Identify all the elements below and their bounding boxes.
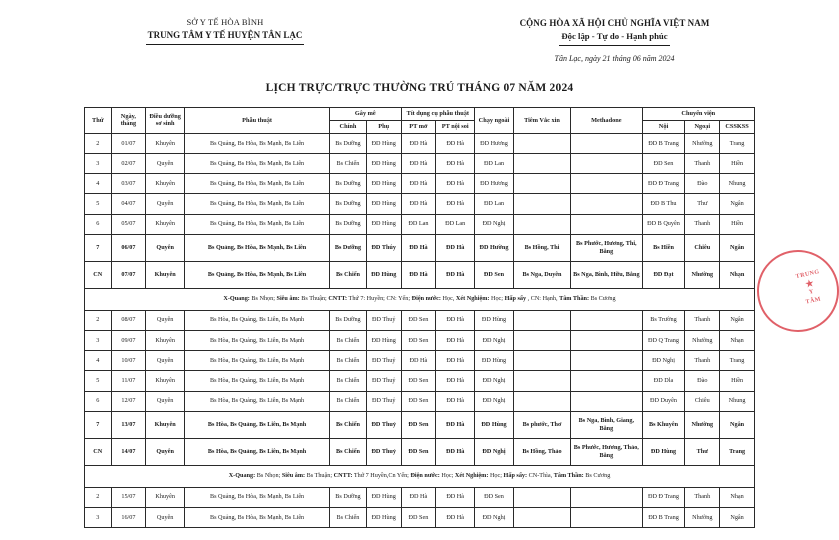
cell-gay-me-chinh: Bs Chiến	[330, 351, 367, 371]
cell-phau-thuat: Bs Quảng, Bs Hòa, Bs Mạnh, Bs Liên	[185, 234, 330, 261]
cell-chay-ngoai: ĐD Lan	[475, 154, 514, 174]
cell-chuyen-vien-noi: Bs Khuyên	[642, 411, 685, 438]
cell-pt-noi-soi: ĐD Hà	[436, 154, 475, 174]
cell-thu: 4	[85, 174, 112, 194]
cell-chuyen-vien-cssksS: Ngân	[720, 194, 755, 214]
cell-chay-ngoai: ĐD Hương	[475, 174, 514, 194]
cell-gay-me-phu: ĐD Hùng	[366, 214, 401, 234]
cell-chay-ngoai: ĐD Sen	[475, 261, 514, 288]
header-gay-me: Gây mê	[330, 108, 401, 121]
cell-methadone	[571, 310, 642, 330]
cell-chuyen-vien-ngoai: Thanh	[685, 154, 720, 174]
stamp-star-icon: ★	[804, 277, 815, 290]
document-header	[0, 0, 839, 66]
cell-methadone	[571, 391, 642, 411]
cell-pt-mo: ĐD Hà	[401, 154, 436, 174]
cell-chay-ngoai: ĐD Nghị	[475, 330, 514, 350]
header-pt-mo: PT mở	[401, 120, 436, 133]
cell-pt-noi-soi: ĐD Hà	[436, 487, 475, 507]
cell-chay-ngoai: ĐD Hường	[475, 234, 514, 261]
cell-gay-me-phu: ĐD Hùng	[366, 487, 401, 507]
cell-chuyen-vien-ngoai: Đào	[685, 371, 720, 391]
department-name: SỞ Y TẾ HÒA BÌNH	[186, 17, 264, 27]
cell-pt-noi-soi: ĐD Hà	[436, 133, 475, 153]
cell-chay-ngoai: ĐD Nghị	[475, 438, 514, 465]
cell-ngay-thang: 04/07	[111, 194, 146, 214]
cell-thu: 5	[85, 371, 112, 391]
table-row[interactable]	[85, 214, 755, 234]
header-methadone: Methadone	[571, 108, 642, 134]
cell-pt-mo: ĐD Hà	[401, 261, 436, 288]
cell-chuyen-vien-ngoai: Nhường	[685, 261, 720, 288]
document-title: LỊCH TRỰC/TRỰC THƯỜNG TRÚ THÁNG 07 NĂM 2024	[265, 82, 574, 95]
cell-pt-mo: ĐD Sen	[401, 371, 436, 391]
cell-pt-mo: ĐD Hà	[401, 133, 436, 153]
cell-pt-noi-soi: ĐD Hà	[436, 310, 475, 330]
cell-chuyen-vien-noi: ĐD Đ Trang	[642, 174, 685, 194]
cell-tiem-vac-xin: Bs Hồng, Thi	[513, 234, 570, 261]
cell-gay-me-chinh: Bs Chiến	[330, 507, 367, 527]
cell-dieu-duong: Khuyên	[146, 174, 185, 194]
table-row[interactable]	[85, 411, 755, 438]
cell-dieu-duong: Quyên	[146, 154, 185, 174]
cell-gay-me-phu: ĐD Hùng	[366, 133, 401, 153]
duty-schedule-table	[84, 107, 755, 528]
cell-chuyen-vien-noi: Bs Trường	[642, 310, 685, 330]
cell-chay-ngoai: ĐD Nghị	[475, 214, 514, 234]
cell-phau-thuat: Bs Quảng, Bs Hòa, Bs Mạnh, Bs Liên	[185, 194, 330, 214]
cell-pt-mo: ĐD Sen	[401, 438, 436, 465]
cell-methadone	[571, 487, 642, 507]
header-gay-me-chinh: Chính	[330, 120, 367, 133]
cell-ngay-thang: 02/07	[111, 154, 146, 174]
cell-gay-me-chinh: Bs Chiến	[330, 411, 367, 438]
cell-chuyen-vien-noi: ĐD B Trang	[642, 507, 685, 527]
cell-chuyen-vien-cssksS: Ngân	[720, 310, 755, 330]
cell-chuyen-vien-ngoai: Thanh	[685, 214, 720, 234]
cell-gay-me-phu: ĐD Hùng	[366, 507, 401, 527]
cell-pt-mo: ĐD Sen	[401, 507, 436, 527]
cell-chuyen-vien-cssksS: Ngân	[720, 234, 755, 261]
cell-thu: 6	[85, 391, 112, 411]
cell-pt-noi-soi: ĐD Hà	[436, 507, 475, 527]
cell-gay-me-chinh: Bs Chiến	[330, 261, 367, 288]
header-chuyen-vien-noi: Nội	[642, 120, 685, 133]
cell-chuyen-vien-ngoai: Nhường	[685, 411, 720, 438]
cell-phau-thuat: Bs Hòa, Bs Quảng, Bs Liên, Bs Mạnh	[185, 391, 330, 411]
cell-ngay-thang: 10/07	[111, 351, 146, 371]
separator-row	[85, 465, 755, 487]
cell-tiem-vac-xin	[513, 194, 570, 214]
cell-phau-thuat: Bs Hòa, Bs Quảng, Bs Liên, Bs Mạnh	[185, 438, 330, 465]
cell-gay-me-chinh: Bs Chiến	[330, 438, 367, 465]
cell-chuyen-vien-ngoai: Đào	[685, 174, 720, 194]
cell-ngay-thang: 13/07	[111, 411, 146, 438]
table-row[interactable]	[85, 330, 755, 350]
cell-pt-mo: ĐD Sen	[401, 330, 436, 350]
cell-gay-me-chinh: Bs Chiến	[330, 330, 367, 350]
cell-chuyen-vien-noi: ĐD Đạt	[642, 261, 685, 288]
cell-dieu-duong: Khuyên	[146, 371, 185, 391]
cell-pt-mo: ĐD Hà	[401, 351, 436, 371]
cell-chay-ngoai: ĐD Nghị	[475, 391, 514, 411]
cell-phau-thuat: Bs Quảng, Bs Hòa, Bs Mạnh, Bs Liên	[185, 261, 330, 288]
cell-dieu-duong: Khuyên	[146, 214, 185, 234]
cell-chay-ngoai: ĐD Sen	[475, 487, 514, 507]
cell-tiem-vac-xin	[513, 310, 570, 330]
cell-chuyen-vien-cssksS: Nhạn	[720, 261, 755, 288]
cell-gay-me-phu: ĐD Thuỷ	[366, 438, 401, 465]
cell-phau-thuat: Bs Hòa, Bs Quảng, Bs Liên, Bs Mạnh	[185, 371, 330, 391]
cell-chuyen-vien-cssksS: Nhạn	[720, 330, 755, 350]
cell-ngay-thang: 12/07	[111, 391, 146, 411]
cell-methadone	[571, 214, 642, 234]
cell-gay-me-chinh: Bs Dưỡng	[330, 487, 367, 507]
cell-tiem-vac-xin	[513, 487, 570, 507]
cell-tiem-vac-xin	[513, 330, 570, 350]
table-header	[85, 108, 755, 134]
cell-pt-noi-soi: ĐD Hà	[436, 234, 475, 261]
cell-thu: CN	[85, 438, 112, 465]
cell-tiem-vac-xin	[513, 174, 570, 194]
header-chuyen-vien-ngoai: Ngoại	[685, 120, 720, 133]
cell-gay-me-phu: ĐD Thuỷ	[366, 391, 401, 411]
cell-tiem-vac-xin	[513, 133, 570, 153]
cell-pt-noi-soi: ĐD Hà	[436, 371, 475, 391]
cell-thu: 3	[85, 507, 112, 527]
cell-dieu-duong: Khuyên	[146, 133, 185, 153]
cell-methadone	[571, 507, 642, 527]
cell-chuyen-vien-cssksS: Hiền	[720, 214, 755, 234]
center-name: TRUNG TÂM Y TẾ HUYỆN TÂN LẠC	[146, 29, 305, 45]
header-thu: Thứ	[85, 108, 112, 134]
cell-pt-mo: ĐD Hà	[401, 194, 436, 214]
cell-chuyen-vien-cssksS: Hiền	[720, 154, 755, 174]
cell-chay-ngoai: ĐD Hùng	[475, 351, 514, 371]
cell-chuyen-vien-ngoai: Thanh	[685, 351, 720, 371]
cell-gay-me-chinh: Bs Chiến	[330, 391, 367, 411]
header-row-primary	[85, 108, 755, 121]
cell-methadone: Bs Phước, Hương, Thi, Bằng	[571, 234, 642, 261]
cell-ngay-thang: 16/07	[111, 507, 146, 527]
cell-chuyen-vien-cssksS: Nhung	[720, 174, 755, 194]
cell-gay-me-phu: ĐD Thuỷ	[366, 371, 401, 391]
cell-ngay-thang: 01/07	[111, 133, 146, 153]
stamp-line-2: Y	[808, 288, 815, 296]
cell-chuyen-vien-noi: ĐD Đ Trang	[642, 487, 685, 507]
cell-dieu-duong: Khuyên	[146, 330, 185, 350]
cell-methadone	[571, 194, 642, 214]
header-phau-thuat: Phẫu thuật	[185, 108, 330, 134]
table-row[interactable]	[85, 391, 755, 411]
table-row[interactable]	[85, 174, 755, 194]
cell-chuyen-vien-ngoai: Nhường	[685, 133, 720, 153]
cell-gay-me-phu: ĐD Thuỷ	[366, 351, 401, 371]
cell-gay-me-chinh: Bs Chiến	[330, 154, 367, 174]
cell-ngay-thang: 08/07	[111, 310, 146, 330]
cell-pt-noi-soi: ĐD Hà	[436, 351, 475, 371]
cell-chuyen-vien-cssksS: Ngân	[720, 411, 755, 438]
cell-dieu-duong: Quyên	[146, 194, 185, 214]
cell-thu: 5	[85, 194, 112, 214]
cell-chay-ngoai: ĐD Hương	[475, 133, 514, 153]
cell-methadone: Bs Phước, Hương, Thảo, Bằng	[571, 438, 642, 465]
cell-thu: 6	[85, 214, 112, 234]
cell-chuyen-vien-cssksS: Nhạn	[720, 487, 755, 507]
cell-tiem-vac-xin: Bs Hồng, Thảo	[513, 438, 570, 465]
cell-chuyen-vien-noi: ĐD Dla	[642, 371, 685, 391]
cell-chay-ngoai: ĐD Nghị	[475, 371, 514, 391]
cell-gay-me-chinh: Bs Dưỡng	[330, 310, 367, 330]
table-row[interactable]	[85, 154, 755, 174]
header-chuyen-vien: Chuyển viện	[642, 108, 754, 121]
cell-chuyen-vien-ngoai: Nhường	[685, 330, 720, 350]
cell-chuyen-vien-cssksS: Trang	[720, 351, 755, 371]
cell-gay-me-phu: ĐD Thúy	[366, 234, 401, 261]
national-heading-block	[430, 16, 839, 66]
cell-dieu-duong: Quyên	[146, 507, 185, 527]
table-row[interactable]	[85, 438, 755, 465]
table-row[interactable]	[85, 507, 755, 527]
cell-phau-thuat: Bs Quảng, Bs Hòa, Bs Mạnh, Bs Liên	[185, 174, 330, 194]
cell-pt-mo: ĐD Lan	[401, 214, 436, 234]
cell-dieu-duong: Quyên	[146, 438, 185, 465]
cell-chuyen-vien-noi: Bs Hiền	[642, 234, 685, 261]
cell-chuyen-vien-noi: ĐD Nghị	[642, 351, 685, 371]
cell-gay-me-phu: ĐD Hùng	[366, 261, 401, 288]
header-tit-dung-cu: Tít dụng cụ phẫu thuật	[401, 108, 475, 121]
header-tiem-vac-xin: Tiêm Vắc xin	[513, 108, 570, 134]
schedule-table-wrapper	[0, 107, 839, 528]
cell-gay-me-phu: ĐD Hùng	[366, 174, 401, 194]
cell-chay-ngoai: ĐD Hùng	[475, 310, 514, 330]
header-ngay-thang: Ngày, tháng	[111, 108, 146, 134]
cell-chay-ngoai: ĐD Nghị	[475, 507, 514, 527]
cell-chuyen-vien-cssksS: Trang	[720, 133, 755, 153]
cell-chuyen-vien-cssksS: Trang	[720, 438, 755, 465]
cell-thu: 2	[85, 133, 112, 153]
cell-pt-mo: ĐD Sen	[401, 391, 436, 411]
cell-pt-noi-soi: ĐD Hà	[436, 261, 475, 288]
cell-ngay-thang: 07/07	[111, 261, 146, 288]
cell-phau-thuat: Bs Hòa, Bs Quảng, Bs Liên, Bs Mạnh	[185, 351, 330, 371]
cell-thu: 7	[85, 234, 112, 261]
cell-chuyen-vien-noi: ĐD Duyên	[642, 391, 685, 411]
cell-phau-thuat: Bs Hòa, Bs Quảng, Bs Liên, Bs Mạnh	[185, 330, 330, 350]
table-row[interactable]	[85, 133, 755, 153]
separator-text: X-Quang: Bs Nhọn; Siêu âm: Bs Thuận; CNTT: Thứ 7: Huyền; CN: Yến; Điện nước: Học, Xét Nghiệm: Học; Hấp sấy , CN: Hạnh, Tâm Thần: Bs Cương	[85, 288, 755, 310]
cell-chuyen-vien-noi: ĐD Hùng	[642, 438, 685, 465]
separator-text: X-Quang: Bs Nhọn; Siêu âm: Bs Thuận; CNTT: Thứ 7 Huyền,Cn Yến; Điện nước: Học; Xét Nghiệm: Học; Hấp sấy: CN-Thìa, Tâm Thần: Bs Cương	[85, 465, 755, 487]
cell-chuyen-vien-ngoai: Chiêu	[685, 391, 720, 411]
cell-pt-noi-soi: ĐD Hà	[436, 194, 475, 214]
cell-dieu-duong: Khuyên	[146, 487, 185, 507]
cell-tiem-vac-xin	[513, 507, 570, 527]
cell-pt-noi-soi: ĐD Hà	[436, 330, 475, 350]
cell-methadone: Bs Nga, Bình, Hữu, Bằng	[571, 261, 642, 288]
cell-chuyen-vien-ngoai: Nhường	[685, 507, 720, 527]
cell-thu: 4	[85, 351, 112, 371]
cell-thu: 7	[85, 411, 112, 438]
separator-row	[85, 288, 755, 310]
cell-gay-me-phu: ĐD Hùng	[366, 194, 401, 214]
table-row[interactable]	[85, 351, 755, 371]
cell-phau-thuat: Bs Hòa, Bs Quảng, Bs Liên, Bs Mạnh	[185, 310, 330, 330]
table-row[interactable]	[85, 194, 755, 214]
table-row[interactable]	[85, 234, 755, 261]
cell-pt-mo: ĐD Sen	[401, 411, 436, 438]
country-name: CỘNG HÒA XÃ HỘI CHỦ NGHĨA VIỆT NAM	[519, 18, 710, 28]
header-gay-me-phu: Phụ	[366, 120, 401, 133]
cell-pt-noi-soi: ĐD Hà	[436, 174, 475, 194]
cell-gay-me-phu: ĐD Thuỷ	[366, 411, 401, 438]
header-chuyen-vien-cssksS: CSSKSS	[720, 120, 755, 133]
cell-thu: CN	[85, 261, 112, 288]
table-row[interactable]	[85, 487, 755, 507]
cell-chuyen-vien-ngoai: Chiêu	[685, 234, 720, 261]
cell-tiem-vac-xin	[513, 154, 570, 174]
cell-chay-ngoai: ĐD Lan	[475, 194, 514, 214]
cell-gay-me-chinh: Bs Dưỡng	[330, 214, 367, 234]
cell-chuyen-vien-ngoai: Thanh	[685, 487, 720, 507]
organization-block	[0, 16, 430, 45]
cell-chuyen-vien-cssksS: Hiền	[720, 371, 755, 391]
cell-phau-thuat: Bs Quảng, Bs Hòa, Bs Mạnh, Bs Liên	[185, 507, 330, 527]
header-pt-noi-soi: PT nội soi	[436, 120, 475, 133]
cell-tiem-vac-xin	[513, 371, 570, 391]
cell-chuyen-vien-cssksS: Nhung	[720, 391, 755, 411]
cell-pt-noi-soi: ĐD Hà	[436, 438, 475, 465]
cell-ngay-thang: 09/07	[111, 330, 146, 350]
table-body	[85, 133, 755, 527]
cell-dieu-duong: Quyên	[146, 310, 185, 330]
header-chay-ngoai: Chạy ngoài	[475, 108, 514, 134]
cell-pt-mo: ĐD Hà	[401, 234, 436, 261]
cell-thu: 2	[85, 310, 112, 330]
cell-methadone	[571, 371, 642, 391]
cell-ngay-thang: 05/07	[111, 214, 146, 234]
cell-phau-thuat: Bs Hòa, Bs Quảng, Bs Liên, Bs Mạnh	[185, 411, 330, 438]
cell-ngay-thang: 06/07	[111, 234, 146, 261]
cell-methadone	[571, 174, 642, 194]
cell-gay-me-phu: ĐD Hùng	[366, 154, 401, 174]
cell-gay-me-phu: ĐD Hùng	[366, 330, 401, 350]
cell-tiem-vac-xin	[513, 391, 570, 411]
cell-tiem-vac-xin: Bs Nga, Duyên	[513, 261, 570, 288]
cell-methadone	[571, 330, 642, 350]
cell-gay-me-chinh: Bs Dưỡng	[330, 194, 367, 214]
cell-pt-noi-soi: ĐD Lan	[436, 214, 475, 234]
table-row[interactable]	[85, 371, 755, 391]
place-date-line: Tân Lạc, ngày 21 tháng 06 năm 2024	[554, 54, 675, 64]
stamp-line-3: TÂM	[805, 296, 822, 306]
cell-methadone	[571, 133, 642, 153]
cell-dieu-duong: Quyên	[146, 234, 185, 261]
cell-chay-ngoai: ĐD Hùng	[475, 411, 514, 438]
cell-phau-thuat: Bs Quảng, Bs Hòa, Bs Mạnh, Bs Liên	[185, 154, 330, 174]
cell-thu: 3	[85, 330, 112, 350]
cell-methadone: Bs Nga, Bình, Giang, Bằng	[571, 411, 642, 438]
cell-chuyen-vien-ngoai: Thanh	[685, 310, 720, 330]
table-row[interactable]	[85, 261, 755, 288]
cell-phau-thuat: Bs Quảng, Bs Hòa, Bs Mạnh, Bs Liên	[185, 487, 330, 507]
table-row[interactable]	[85, 310, 755, 330]
cell-dieu-duong: Quyên	[146, 351, 185, 371]
cell-chuyen-vien-noi: ĐD B Thu	[642, 194, 685, 214]
cell-phau-thuat: Bs Quảng, Bs Hòa, Bs Mạnh, Bs Liên	[185, 214, 330, 234]
cell-tiem-vac-xin	[513, 351, 570, 371]
cell-tiem-vac-xin: Bs phước, Thơ	[513, 411, 570, 438]
cell-thu: 2	[85, 487, 112, 507]
cell-ngay-thang: 11/07	[111, 371, 146, 391]
cell-chuyen-vien-noi: ĐD B Trang	[642, 133, 685, 153]
cell-dieu-duong: Quyên	[146, 391, 185, 411]
cell-dieu-duong: Khuyên	[146, 261, 185, 288]
cell-ngay-thang: 03/07	[111, 174, 146, 194]
cell-pt-noi-soi: ĐD Hà	[436, 411, 475, 438]
cell-pt-mo: ĐD Sen	[401, 310, 436, 330]
cell-thu: 3	[85, 154, 112, 174]
cell-gay-me-chinh: Bs Dưỡng	[330, 133, 367, 153]
cell-gay-me-chinh: Bs Chiến	[330, 371, 367, 391]
cell-chuyen-vien-noi: ĐD Q Trang	[642, 330, 685, 350]
cell-chuyen-vien-noi: ĐD Sen	[642, 154, 685, 174]
cell-methadone	[571, 154, 642, 174]
cell-pt-mo: ĐD Hà	[401, 174, 436, 194]
header-dieu-duong-so-sinh: Điều dưỡng sơ sinh	[146, 108, 185, 134]
cell-tiem-vac-xin	[513, 214, 570, 234]
cell-chuyen-vien-ngoai: Thư	[685, 438, 720, 465]
cell-ngay-thang: 15/07	[111, 487, 146, 507]
cell-chuyen-vien-cssksS: Ngân	[720, 507, 755, 527]
cell-chuyen-vien-ngoai: Thư	[685, 194, 720, 214]
cell-gay-me-phu: ĐD Thuỷ	[366, 310, 401, 330]
cell-gay-me-chinh: Bs Dưỡng	[330, 234, 367, 261]
cell-dieu-duong: Khuyên	[146, 411, 185, 438]
cell-pt-noi-soi: ĐD Hà	[436, 391, 475, 411]
cell-chuyen-vien-noi: ĐD B Quyên	[642, 214, 685, 234]
cell-ngay-thang: 14/07	[111, 438, 146, 465]
national-motto: Độc lập - Tự do - Hạnh phúc	[559, 30, 669, 46]
stamp-line-1: TRUNG	[795, 269, 821, 281]
cell-phau-thuat: Bs Quảng, Bs Hòa, Bs Mạnh, Bs Liên	[185, 133, 330, 153]
cell-methadone	[571, 351, 642, 371]
cell-pt-mo: ĐD Hà	[401, 487, 436, 507]
cell-gay-me-chinh: Bs Dưỡng	[330, 174, 367, 194]
